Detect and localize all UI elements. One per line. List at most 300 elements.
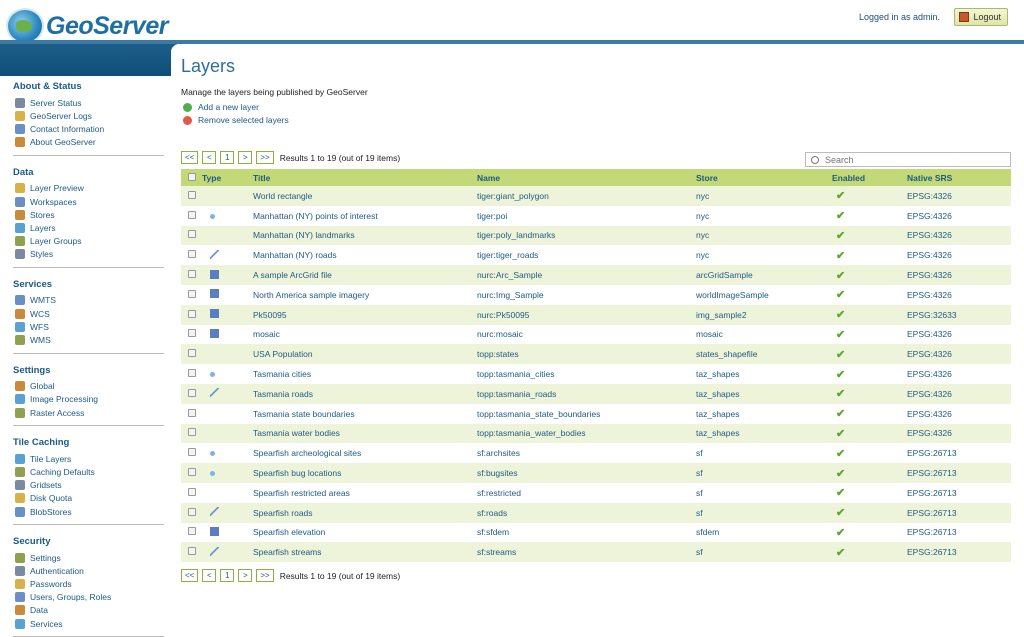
table-body: [181, 186, 1011, 562]
layer-title-link[interactable]: Spearfish roads: [253, 503, 477, 523]
logout-button[interactable]: [954, 8, 1008, 26]
sidebar-item[interactable]: [15, 617, 164, 630]
layer-title-link[interactable]: mosaic: [253, 325, 477, 345]
sidebar-item[interactable]: [15, 406, 164, 419]
sidebar-section-title: Data: [13, 166, 34, 178]
layer-name-link[interactable]: nurc:Img_Sample: [477, 285, 696, 305]
blobstores-icon: [15, 507, 25, 517]
enabled-check-icon: ✔: [836, 368, 846, 381]
layer-name-link[interactable]: sf:archsites: [477, 443, 696, 463]
layer-store-link[interactable]: img_sample2: [696, 305, 832, 325]
row-checkbox[interactable]: [188, 250, 196, 258]
gridsets-icon: [15, 480, 25, 490]
layer-store-link[interactable]: arcGridSample: [696, 265, 832, 285]
row-select-cell: [181, 483, 202, 503]
layers-table: [181, 169, 1011, 562]
layer-type-cell: [202, 523, 253, 543]
sidebar-item[interactable]: [15, 492, 164, 505]
layer-srs-cell: EPSG:4326: [907, 424, 1011, 444]
column-header-enabled[interactable]: Enabled: [832, 169, 907, 186]
styles-icon: [15, 249, 25, 259]
layer-srs-cell: EPSG:26713: [907, 503, 1011, 523]
layers-icon: [15, 223, 25, 233]
remove-layers-label: Remove selected layers: [198, 115, 289, 125]
sidebar-item-label: Layers: [30, 222, 56, 233]
layer-title-link[interactable]: Spearfish elevation: [253, 523, 477, 543]
pager-top: [181, 151, 400, 164]
layer-title-link[interactable]: Tasmania cities: [253, 364, 477, 384]
line-layer-icon: [210, 507, 219, 516]
sidebar-item[interactable]: [15, 551, 164, 564]
layer-type-cell: [202, 344, 253, 364]
polygon-layer-icon: [210, 349, 219, 358]
brand-name: GeoServer: [46, 11, 168, 40]
table-row: [181, 325, 1011, 345]
search-input[interactable]: [825, 155, 1005, 165]
sidebar-item[interactable]: [15, 452, 164, 465]
enabled-check-icon: ✔: [836, 229, 846, 242]
sidebar-item[interactable]: [15, 122, 164, 135]
table-row: [181, 503, 1011, 523]
column-header-name[interactable]: Name: [477, 169, 696, 186]
sidebar-item[interactable]: [15, 604, 164, 617]
sidebar-item[interactable]: [15, 505, 164, 518]
sidebar-item[interactable]: [15, 578, 164, 591]
layer-store-link[interactable]: sf: [696, 483, 832, 503]
row-checkbox[interactable]: [188, 270, 196, 278]
sidebar-item[interactable]: [15, 109, 164, 122]
page-description: Manage the layers being published by GeoServer: [181, 87, 368, 97]
row-checkbox[interactable]: [188, 310, 196, 318]
layer-srs-cell: EPSG:4326: [907, 226, 1011, 246]
layer-enabled-cell: [832, 325, 907, 345]
sidebar-item-label: Raster Access: [30, 407, 85, 418]
layer-type-cell: [202, 325, 253, 345]
sidebar-item[interactable]: [15, 221, 164, 234]
sidebar-item-label: WCS: [30, 308, 50, 319]
sidebar-item[interactable]: [15, 136, 164, 149]
layer-enabled-cell: [832, 226, 907, 246]
layer-name-link[interactable]: sf:sfdem: [477, 523, 696, 543]
select-all-checkbox[interactable]: [188, 173, 196, 181]
layer-store-link[interactable]: sfdem: [696, 523, 832, 543]
layer-name-link[interactable]: sf:bugsites: [477, 463, 696, 483]
layer-type-cell: [202, 364, 253, 384]
sidebar-nav: [0, 76, 171, 629]
layer-type-cell: [202, 285, 253, 305]
row-checkbox[interactable]: [188, 369, 196, 377]
layer-store-link[interactable]: worldImageSample: [696, 285, 832, 305]
row-select-cell: [181, 305, 202, 325]
row-checkbox[interactable]: [188, 191, 196, 199]
workspace-folder-icon: [15, 197, 25, 207]
layer-enabled-cell: [832, 344, 907, 364]
row-select-cell: [181, 325, 202, 345]
layer-name-link[interactable]: nurc:mosaic: [477, 325, 696, 345]
layer-srs-cell: EPSG:26713: [907, 542, 1011, 562]
raster-layer-icon: [210, 289, 219, 298]
sidebar-item[interactable]: [15, 333, 164, 346]
sidebar-item[interactable]: [15, 248, 164, 261]
layer-type-cell: [202, 503, 253, 523]
polygon-layer-icon: [210, 487, 219, 496]
passwords-lock-icon: [15, 579, 25, 589]
raster-access-icon: [15, 408, 25, 418]
layer-title-link[interactable]: Tasmania roads: [253, 384, 477, 404]
enabled-check-icon: ✔: [836, 507, 846, 520]
layer-type-cell: [202, 404, 253, 424]
enabled-check-icon: ✔: [836, 447, 846, 460]
polygon-layer-icon: [210, 230, 219, 239]
layer-enabled-cell: [832, 463, 907, 483]
sidebar-section: [13, 274, 164, 354]
row-select-cell: [181, 523, 202, 543]
row-checkbox[interactable]: [188, 290, 196, 298]
layer-store-link[interactable]: nyc: [696, 226, 832, 246]
layer-title-link[interactable]: Manhattan (NY) points of interest: [253, 206, 477, 226]
row-select-cell: [181, 186, 202, 206]
layer-title-link[interactable]: Spearfish streams: [253, 542, 477, 562]
pager-page-button[interactable]: 1: [220, 151, 234, 164]
layer-srs-cell: EPSG:26713: [907, 523, 1011, 543]
layer-enabled-cell: [832, 542, 907, 562]
layer-srs-cell: EPSG:4326: [907, 325, 1011, 345]
table-row: [181, 364, 1011, 384]
layer-store-link[interactable]: nyc: [696, 245, 832, 265]
row-checkbox[interactable]: [188, 389, 196, 397]
image-processing-icon: [15, 394, 25, 404]
layer-store-link[interactable]: nyc: [696, 186, 832, 206]
enabled-check-icon: ✔: [836, 348, 846, 361]
sidebar-section: [13, 76, 164, 156]
point-layer-icon: [210, 214, 215, 219]
logs-icon: [15, 111, 25, 121]
pager-prev-button[interactable]: <: [202, 151, 216, 164]
sidebar-item-label: WFS: [30, 321, 49, 332]
enabled-check-icon: ✔: [836, 210, 846, 223]
layer-srs-cell: EPSG:4326: [907, 206, 1011, 226]
row-checkbox[interactable]: [188, 409, 196, 417]
table-row: [181, 206, 1011, 226]
layer-preview-icon: [15, 183, 25, 193]
sidebar-item[interactable]: [15, 96, 164, 109]
sidebar-item[interactable]: [15, 393, 164, 406]
column-header-native-srs[interactable]: Native SRS: [907, 169, 1011, 186]
layer-enabled-cell: [832, 483, 907, 503]
row-checkbox[interactable]: [188, 468, 196, 476]
enabled-check-icon: ✔: [836, 467, 846, 480]
layer-name-link[interactable]: topp:states: [477, 344, 696, 364]
layer-enabled-cell: [832, 523, 907, 543]
layer-store-link[interactable]: taz_shapes: [696, 424, 832, 444]
sidebar-item-label: Tile Layers: [30, 453, 72, 464]
layer-name-link[interactable]: sf:restricted: [477, 483, 696, 503]
sidebar-section: [13, 162, 164, 268]
layer-name-link[interactable]: topp:tasmania_state_boundaries: [477, 404, 696, 424]
layer-name-link[interactable]: sf:streams: [477, 542, 696, 562]
pager-first-button-bottom[interactable]: <<: [181, 569, 198, 582]
pager-next-button[interactable]: >: [238, 151, 252, 164]
row-checkbox[interactable]: [188, 349, 196, 357]
table-row: [181, 463, 1011, 483]
column-header-store[interactable]: Store: [696, 169, 832, 186]
sidebar-item[interactable]: [15, 235, 164, 248]
layer-srs-cell: EPSG:26713: [907, 483, 1011, 503]
row-checkbox[interactable]: [188, 211, 196, 219]
table-row: [181, 384, 1011, 404]
sidebar-item[interactable]: [15, 591, 164, 604]
pager-prev-button-bottom[interactable]: <: [202, 569, 216, 582]
sidebar-item[interactable]: [15, 307, 164, 320]
sidebar-item[interactable]: [15, 182, 164, 195]
layer-store-link[interactable]: taz_shapes: [696, 404, 832, 424]
row-select-cell: [181, 364, 202, 384]
layer-title-link[interactable]: Tasmania water bodies: [253, 424, 477, 444]
layer-type-cell: [202, 265, 253, 285]
layer-type-cell: [202, 542, 253, 562]
contact-icon: [15, 124, 25, 134]
layer-title-link[interactable]: A sample ArcGrid file: [253, 265, 477, 285]
sidebar-item-label: Gridsets: [30, 480, 62, 491]
add-icon: [183, 103, 192, 112]
layer-title-link[interactable]: North America sample imagery: [253, 285, 477, 305]
layer-enabled-cell: [832, 285, 907, 305]
row-checkbox[interactable]: [188, 230, 196, 238]
table-row: [181, 226, 1011, 246]
sidebar-item-label: Global: [30, 381, 55, 392]
global-settings-icon: [15, 381, 25, 391]
enabled-check-icon: ✔: [836, 546, 846, 559]
row-checkbox[interactable]: [188, 448, 196, 456]
layer-type-cell: [202, 443, 253, 463]
header: [0, 0, 1024, 44]
row-select-cell: [181, 463, 202, 483]
security-settings-icon: [15, 553, 25, 563]
layer-srs-cell: EPSG:32633: [907, 305, 1011, 325]
service-icon: [15, 309, 25, 319]
row-checkbox[interactable]: [188, 547, 196, 555]
table-row: [181, 265, 1011, 285]
sidebar-item-label: Layer Groups: [30, 236, 82, 247]
row-select-cell: [181, 424, 202, 444]
raster-layer-icon: [210, 309, 219, 318]
row-checkbox[interactable]: [188, 428, 196, 436]
layer-name-link[interactable]: sf:roads: [477, 503, 696, 523]
sidebar-item-label: Passwords: [30, 579, 72, 590]
enabled-check-icon: ✔: [836, 427, 846, 440]
enabled-check-icon: ✔: [836, 388, 846, 401]
layer-srs-cell: EPSG:4326: [907, 285, 1011, 305]
sidebar-item[interactable]: [15, 479, 164, 492]
enabled-check-icon: ✔: [836, 269, 846, 282]
service-icon: [15, 295, 25, 305]
remove-icon: [183, 116, 192, 125]
table-header-row: [181, 169, 1011, 186]
layer-store-link[interactable]: mosaic: [696, 325, 832, 345]
row-select-cell: [181, 226, 202, 246]
layer-name-link[interactable]: tiger:giant_polygon: [477, 186, 696, 206]
sidebar-section: [13, 531, 164, 637]
column-header-title[interactable]: Title: [253, 169, 477, 186]
line-layer-icon: [210, 547, 219, 556]
row-select-cell: [181, 245, 202, 265]
remove-layers-link[interactable]: [183, 115, 289, 125]
layer-title-link[interactable]: Pk50095: [253, 305, 477, 325]
layer-title-link[interactable]: Spearfish bug locations: [253, 463, 477, 483]
login-status: Logged in as admin.: [858, 12, 940, 22]
row-checkbox[interactable]: [188, 508, 196, 516]
enabled-check-icon: ✔: [836, 487, 846, 500]
row-select-cell: [181, 503, 202, 523]
pager-last-button[interactable]: >>: [256, 151, 273, 164]
raster-layer-icon: [210, 329, 219, 338]
layer-srs-cell: EPSG:26713: [907, 443, 1011, 463]
table-row: [181, 523, 1011, 543]
add-layer-label: Add a new layer: [198, 102, 259, 112]
enabled-check-icon: ✔: [836, 328, 846, 341]
layer-store-link[interactable]: sf: [696, 463, 832, 483]
sidebar-item[interactable]: [15, 208, 164, 221]
raster-layer-icon: [210, 270, 219, 279]
layer-name-link[interactable]: nurc:Pk50095: [477, 305, 696, 325]
sidebar-item-label: Server Status: [30, 97, 82, 108]
table-row: [181, 186, 1011, 206]
line-layer-icon: [210, 250, 219, 259]
enabled-check-icon: ✔: [836, 289, 846, 302]
search-box[interactable]: [805, 152, 1011, 167]
layer-type-cell: [202, 226, 253, 246]
pager-bottom: [181, 569, 400, 582]
layer-store-link[interactable]: taz_shapes: [696, 384, 832, 404]
disk-quota-icon: [15, 493, 25, 503]
layer-srs-cell: EPSG:4326: [907, 245, 1011, 265]
enabled-check-icon: ✔: [836, 190, 846, 203]
table-row: [181, 483, 1011, 503]
sidebar-item[interactable]: [15, 564, 164, 577]
row-checkbox[interactable]: [188, 329, 196, 337]
layer-title-link[interactable]: Tasmania state boundaries: [253, 404, 477, 424]
row-select-cell: [181, 542, 202, 562]
layer-srs-cell: EPSG:4326: [907, 384, 1011, 404]
layer-enabled-cell: [832, 206, 907, 226]
layer-name-link[interactable]: nurc:Arc_Sample: [477, 265, 696, 285]
page-title: Layers: [181, 56, 236, 76]
layer-enabled-cell: [832, 424, 907, 444]
line-layer-icon: [210, 388, 219, 397]
layer-srs-cell: EPSG:4326: [907, 265, 1011, 285]
layer-name-link[interactable]: tiger:poi: [477, 206, 696, 226]
data-security-icon: [15, 605, 25, 615]
layer-type-cell: [202, 305, 253, 325]
logout-label: Logout: [973, 12, 1001, 22]
layer-type-cell: [202, 463, 253, 483]
layer-groups-icon: [15, 236, 25, 246]
layer-title-link[interactable]: Manhattan (NY) landmarks: [253, 226, 477, 246]
sidebar-section-title: About & Status: [13, 81, 82, 92]
layer-type-cell: [202, 206, 253, 226]
layer-srs-cell: EPSG:4326: [907, 364, 1011, 384]
layer-name-link[interactable]: topp:tasmania_water_bodies: [477, 424, 696, 444]
sidebar-item-label: Contact Information: [30, 123, 105, 134]
polygon-layer-icon: [210, 428, 219, 437]
row-select-cell: [181, 285, 202, 305]
layer-name-link[interactable]: tiger:poly_landmarks: [477, 226, 696, 246]
layer-title-link[interactable]: USA Population: [253, 344, 477, 364]
row-select-cell: [181, 206, 202, 226]
layer-store-link[interactable]: nyc: [696, 206, 832, 226]
layer-title-link[interactable]: World rectangle: [253, 186, 477, 206]
raster-layer-icon: [210, 527, 219, 536]
layer-title-link[interactable]: Spearfish archeological sites: [253, 443, 477, 463]
select-all-header: [181, 169, 202, 186]
table-row: [181, 305, 1011, 325]
layer-type-cell: [202, 483, 253, 503]
layer-store-link[interactable]: states_shapefile: [696, 344, 832, 364]
logout-icon: [959, 12, 969, 22]
layer-store-link[interactable]: taz_shapes: [696, 364, 832, 384]
add-layer-link[interactable]: [183, 102, 259, 112]
layer-name-link[interactable]: topp:tasmania_cities: [477, 364, 696, 384]
sidebar-section: [13, 360, 164, 427]
layer-enabled-cell: [832, 364, 907, 384]
sidebar-item-label: About GeoServer: [30, 137, 96, 148]
sidebar-item[interactable]: [15, 465, 164, 478]
sidebar-item[interactable]: [15, 195, 164, 208]
enabled-check-icon: ✔: [836, 249, 846, 262]
sidebar-item-label: Data: [30, 605, 48, 616]
pager-last-button-bottom[interactable]: >>: [256, 569, 273, 582]
pager-next-button-bottom[interactable]: >: [238, 569, 252, 582]
sidebar-item-label: Workspaces: [30, 196, 77, 207]
sidebar-item-label: Image Processing: [30, 394, 99, 405]
layer-type-cell: [202, 424, 253, 444]
geoserver-logo[interactable]: [6, 8, 168, 44]
sidebar-item[interactable]: [15, 320, 164, 333]
sidebar-item[interactable]: [15, 380, 164, 393]
layer-store-link[interactable]: sf: [696, 542, 832, 562]
table-row: [181, 424, 1011, 444]
column-header-type[interactable]: Type: [202, 169, 253, 186]
row-select-cell: [181, 443, 202, 463]
enabled-check-icon: ✔: [836, 526, 846, 539]
sidebar-section-title: Tile Caching: [13, 437, 70, 449]
row-checkbox[interactable]: [188, 527, 196, 535]
enabled-check-icon: ✔: [836, 309, 846, 322]
sidebar-item[interactable]: [15, 294, 164, 307]
layer-store-link[interactable]: sf: [696, 503, 832, 523]
layer-store-link[interactable]: sf: [696, 443, 832, 463]
sidebar-item-label: Layer Preview: [30, 183, 84, 194]
row-checkbox[interactable]: [188, 488, 196, 496]
polygon-layer-icon: [210, 408, 219, 417]
pager-first-button[interactable]: <<: [181, 151, 198, 164]
layer-name-link[interactable]: topp:tasmania_roads: [477, 384, 696, 404]
enabled-check-icon: ✔: [836, 408, 846, 421]
layer-enabled-cell: [832, 384, 907, 404]
layer-title-link[interactable]: Manhattan (NY) roads: [253, 245, 477, 265]
pager-info: Results 1 to 19 (out of 19 items): [279, 152, 401, 163]
table-row: [181, 404, 1011, 424]
layer-title-link[interactable]: Spearfish restricted areas: [253, 483, 477, 503]
layer-name-link[interactable]: tiger:tiger_roads: [477, 245, 696, 265]
sidebar-item-label: BlobStores: [30, 506, 72, 517]
layer-enabled-cell: [832, 503, 907, 523]
sidebar-section-title: Security: [13, 536, 51, 548]
point-layer-icon: [210, 471, 215, 476]
sidebar-section: [13, 432, 164, 525]
pager-page-button-bottom[interactable]: 1: [220, 569, 234, 582]
service-icon: [15, 335, 25, 345]
